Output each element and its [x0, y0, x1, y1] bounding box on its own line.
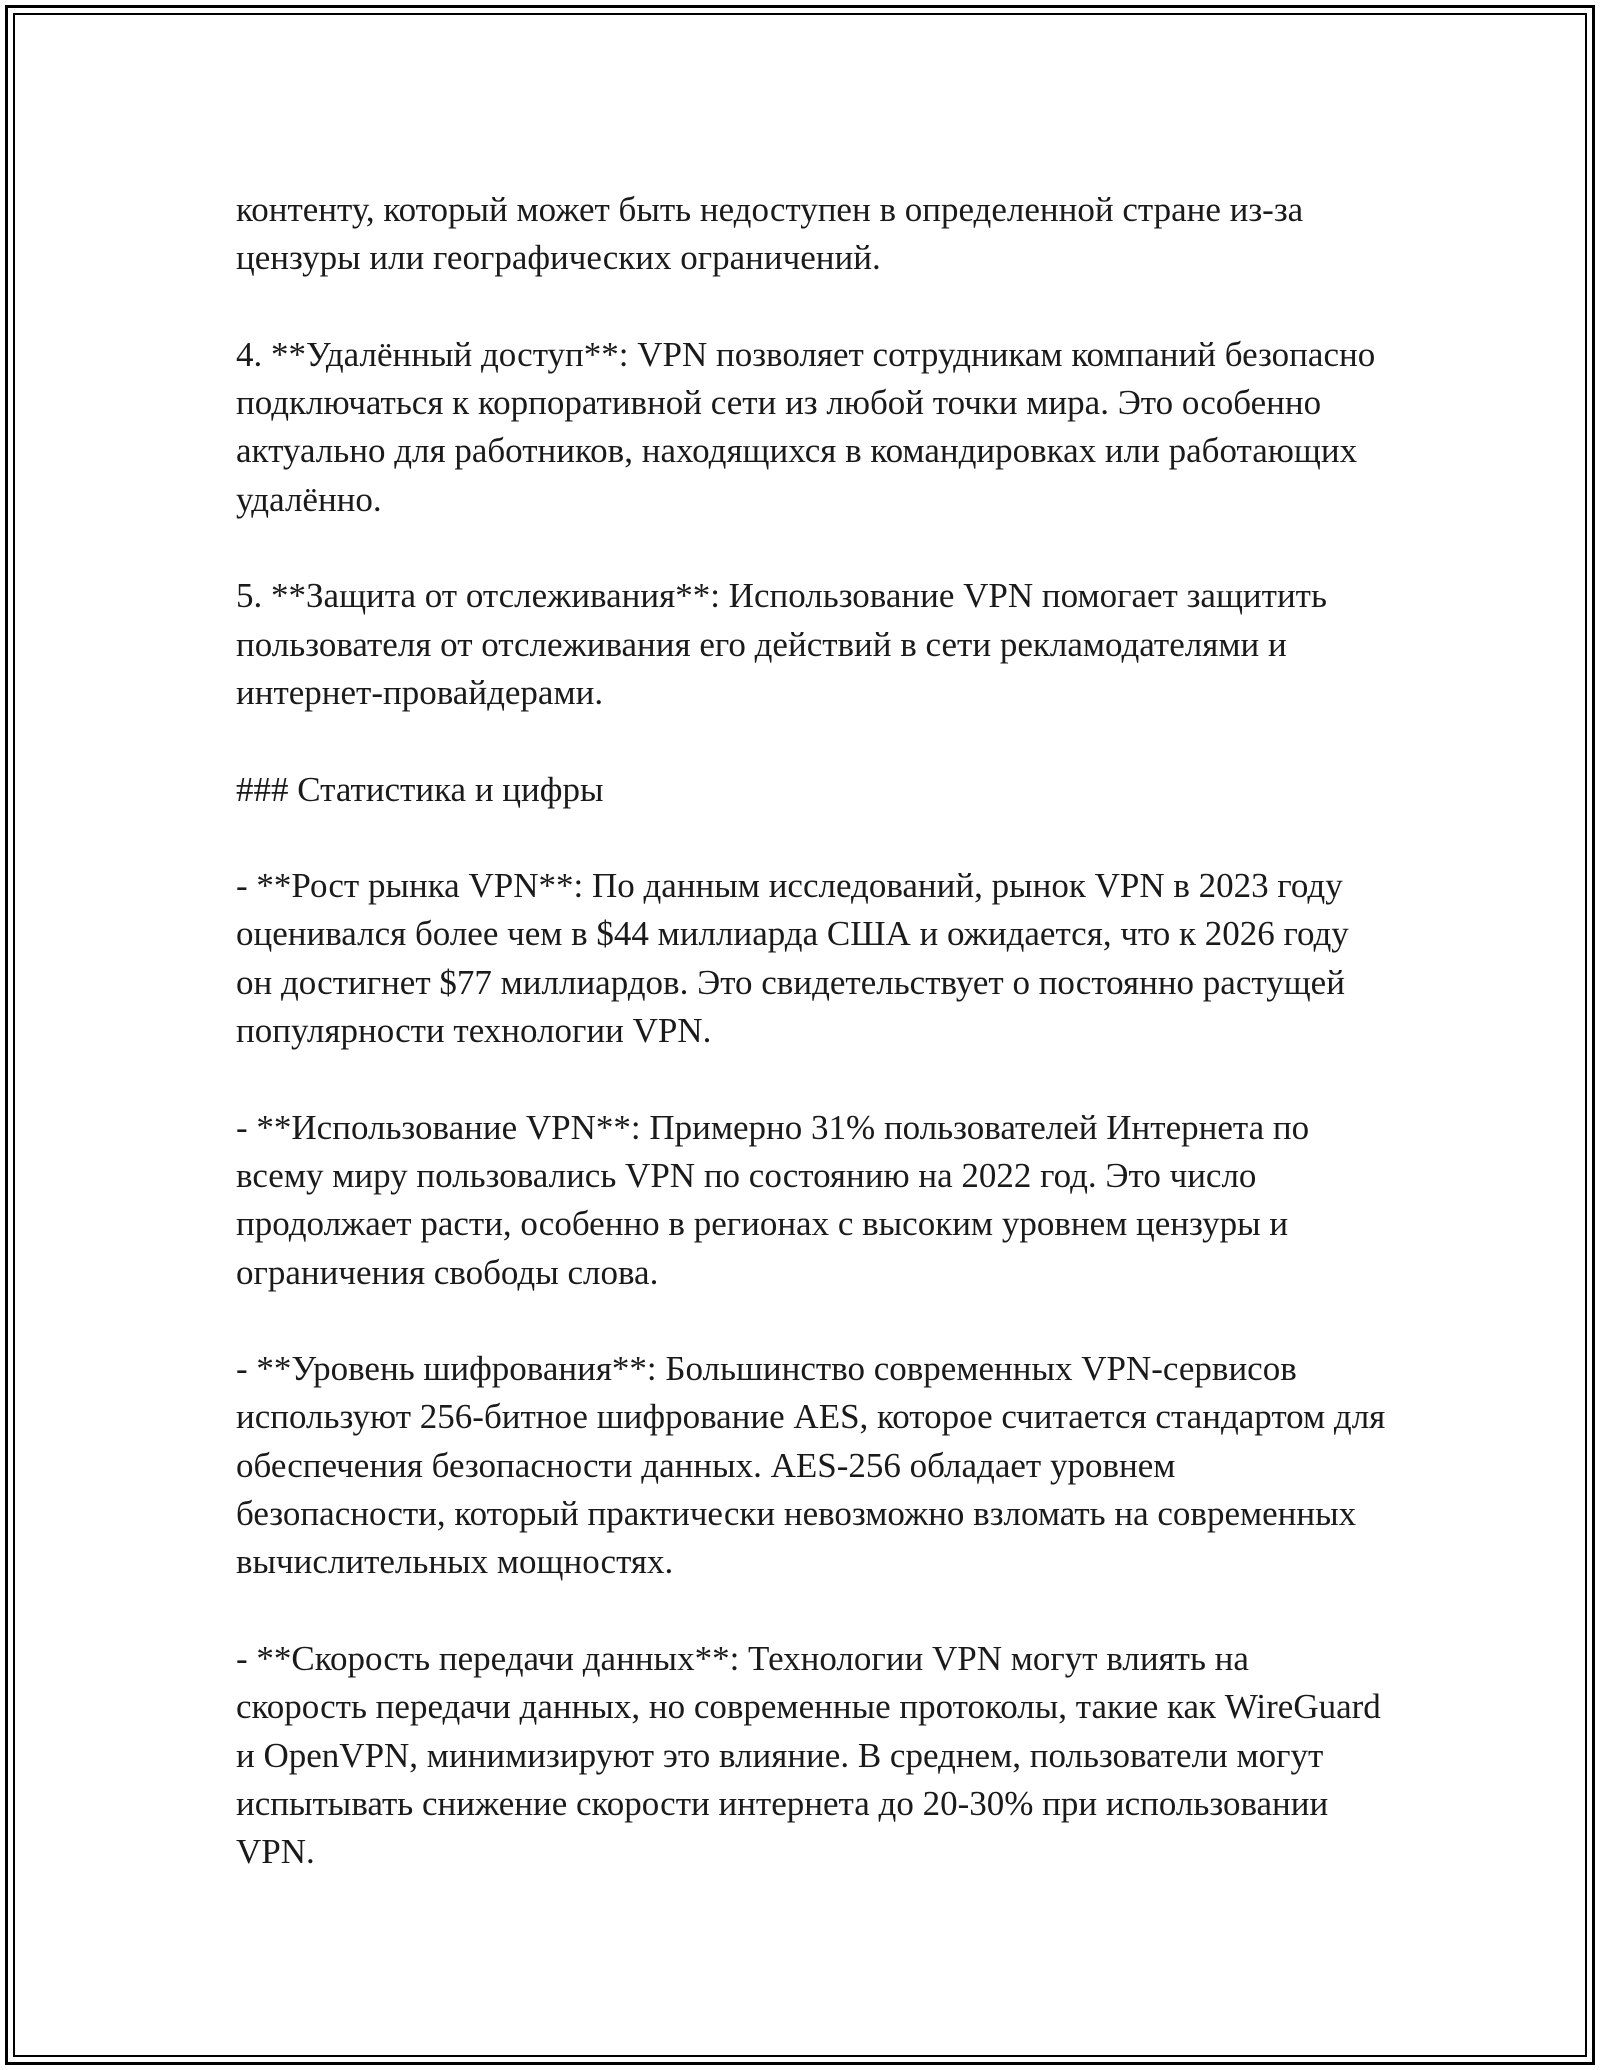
paragraph-content-continuation: контенту, который может быть недоступен в определенной стране из-за цензуры или географических ограничений. [236, 190, 1304, 278]
paragraph-remote-access: 4. **Удалённый доступ**: VPN позволяет сотрудникам компаний безопасно подключаться к корпоративной сети из любой точки мира. Это особенно актуально для работников, находящихся в командировках или работающих удалённо. [236, 334, 1376, 519]
paragraph-tracking-protection: 5. **Защита от отслеживания**: Использование VPN помогает защитить пользователя от отслеживания его действий в сети рекламодателями и интернет-провайдерами. [236, 576, 1327, 712]
document-body [236, 186, 1386, 1876]
list-item-data-speed: - **Скорость передачи данных**: Технологии VPN могут влиять на скорость передачи данных, но современные протоколы, такие как WireGuard и OpenVPN, минимизируют это влияние. В среднем, пользователи могут испытывать снижение скорости интернета до 20-30% при использовании VPN. [236, 1638, 1381, 1872]
list-item-market-growth: - **Рост рынка VPN**: По данным исследований, рынок VPN в 2023 году оценивался более чем в $44 миллиарда США и ожидается, что к 2026 году он достигнет $77 миллиардов. Это свидетельствует о постоянно растущей популярности технологии VPN. [236, 866, 1349, 1051]
section-heading-statistics: ### Статистика и цифры [236, 769, 604, 809]
list-item-encryption-level: - **Уровень шифрования**: Большинство современных VPN-сервисов используют 256-битное шифрование AES, которое считается стандартом для обеспечения безопасности данных. AES-256 обладает уровнем безопасности, который практически невозможно взломать на современных вычислительных мощностях. [236, 1349, 1386, 1582]
list-item-vpn-usage: - **Использование VPN**: Примерно 31% пользователей Интернета по всему миру пользовались VPN по состоянию на 2022 год. Это число продолжает расти, особенно в регионах с высоким уровнем цензуры и ограничения свободы слова. [236, 1107, 1310, 1292]
